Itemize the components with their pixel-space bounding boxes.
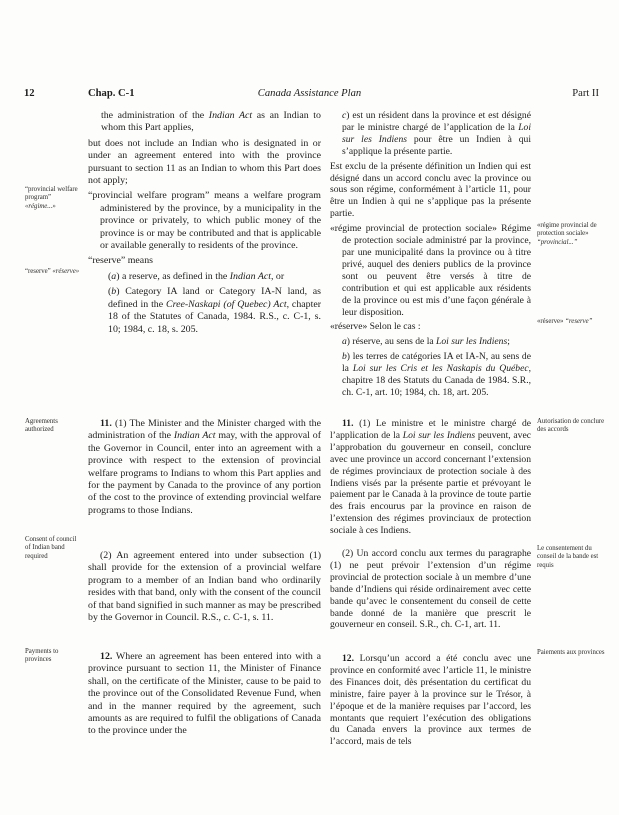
french-section-12 — [330, 653, 531, 748]
french-definitions-block — [330, 110, 531, 399]
paragraph: 12. Lorsqu’un accord a été conclu avec une province en conformité avec l’article 11, le ministre des Finances doit, dès présentation du certificat du ministre, faire payer à la province sur le Trésor, à l’époque et de la manière requises par l’accord, les montants que requiert l’exécution des obligations du Canada envers la province aux termes de l’accord, mais de tels — [330, 653, 531, 748]
margin-note-reserve-fr: «réserve» “reserve” — [537, 318, 593, 325]
paragraph: (2) Un accord conclu aux termes du paragraphe (1) ne peut prévoir l’extension d’un régime provincial de protection sociale à un membre d’une bande d’Indiens qui réside ordinairement avec cette bande qu’avec le consentement du conseil de cette bande donné de la manière que prescrit le gouverneur en conseil. S.R., ch. C-1, art. 11. — [330, 548, 531, 631]
english-section-11 — [88, 418, 321, 517]
paragraph: 12. Where an agreement has been entered into with a province pursuant to section 11, the Minister of Finance shall, on the certificate of the Minister, cause to be paid to the province out of the Consolidated Revenue Fund, when and in the manner required by the agreement, such amounts as are required to fulfil the obligations of Canada to the province under the — [88, 651, 321, 737]
page-number: 12 — [24, 88, 35, 99]
list-item: a) réserve, au sens de la Loi sur les Indiens; — [342, 336, 510, 348]
margin-note-paiements-provinces: Paiements aux provinces — [537, 649, 605, 656]
page-title: Canada Assistance Plan — [257, 88, 362, 99]
margin-note-payments-to-provinces: Payments to provinces — [25, 648, 59, 664]
margin-note-agreements-authorized: Agreements authorized — [25, 418, 58, 434]
english-subsection-2 — [88, 550, 321, 624]
english-section-12 — [88, 651, 321, 738]
list-item: (a) a reserve, as defined in the Indian Act, or — [108, 270, 285, 282]
margin-note-consentement-requis: Le consentement du conseil de la bande est requis — [537, 545, 599, 569]
paragraph: “provincial welfare program” means a welfare program administered by the province, by a municipality in the province or privately, to which public money of the province is or may be contributed and that is applicable or available generally to residents of the province. — [88, 190, 321, 252]
paragraph: «régime provincial de protection sociale» Régime de protection sociale administré par la province, par une municipalité dans la province ou à titre privé, auquel des deniers publics de la province sont ou peuvent être versés à titre de contribution et qui est applicable aux résidents de la province ou est mis d’une façon générale à leur disposition. — [330, 223, 531, 318]
page-header — [0, 88, 619, 104]
margin-note-autorisation-accords: Autorisation de conclure des accords — [537, 418, 605, 434]
margin-note-consent-required: Consent of council of Indian band required — [25, 536, 77, 560]
list-item: b) les terres de catégories IA et IA-N, au sens de la Loi sur les Cris et les Naskapis du Québec, chapitre 18 des Statuts du Canada de 1984. S.R., ch. C-1, art. 10; 1984, ch. 18, art. 205. — [342, 351, 531, 398]
list-item: c) est un résident dans la province et est désigné par le ministre chargé de l’application de la Loi sur les Indiens pour être un Indien à qui s’applique la présente partie. — [342, 110, 531, 157]
paragraph: the administration of the Indian Act as an Indian to whom this Part applies, — [101, 110, 321, 134]
margin-note-reserve-en: “reserve” «réserve» — [25, 268, 80, 275]
paragraph: 11. (1) The Minister and the Minister charged with the administration of the Indian Act may, with the approval of the Governor in Council, enter into an agreement with a province with respect to the extension of provincial welfare programs to Indians to whom this Part applies and for the payment by Canada to the province of any portion of the cost to the province of extending provincial welfare programs to those Indians. — [88, 418, 321, 516]
paragraph: 11. (1) Le ministre et le ministre chargé de l’application de la Loi sur les Indiens peuvent, avec l’approbation du gouverneur en conseil, conclure avec une province un accord concernant l’extension de régimes provinciaux de protection sociale à des Indiens visés par la présente partie et prévoyant le paiement par le Canada à la province de toute partie des frais encourus par la province en raison de l’extension des régimes provinciaux de protection sociale à ces Indiens. — [330, 418, 531, 537]
paragraph: “reserve” means — [88, 255, 153, 267]
paragraph: (2) An agreement entered into under subsection (1) shall provide for the extension of a provincial welfare program to a member of an Indian band who ordinarily resides with that band, only with the consent of the council of that band signified in such manner as may be prescribed by the Governor in Council. R.S., c. C-1, s. 11. — [88, 550, 321, 624]
margin-note-provincial-welfare-program: “provincial welfare program” «régime...» — [25, 186, 78, 210]
margin-note-regime-provincial: «régime provincial de protection sociale» “provincial...” — [537, 222, 597, 246]
french-subsection-2 — [330, 548, 531, 631]
paragraph: Est exclu de la présente définition un Indien qui est désigné dans un accord conclu avec la province ou sous son régime, conformément à l’article 11, pour être un Indien à qui ne s’applique pas la présente partie. — [330, 160, 531, 220]
french-section-11 — [330, 418, 531, 537]
english-definitions-block — [88, 110, 321, 336]
paragraph: «réserve» Selon le cas : — [330, 321, 421, 333]
list-item: (b) Category IA land or Category IA-N land, as defined in the Cree-Naskapi (of Quebec) Act, chapter 18 of the Statutes of Canada, 1984. R.S., c. C-1, s. 10; 1984, c. 18, s. 205. — [108, 286, 321, 335]
chapter-label: Chap. C-1 — [88, 88, 135, 99]
paragraph: but does not include an Indian who is designated in or under an agreement entered into with the province pursuant to section 11 as an Indian to whom this Part does not apply; — [88, 137, 321, 187]
part-label: Part II — [572, 88, 599, 99]
